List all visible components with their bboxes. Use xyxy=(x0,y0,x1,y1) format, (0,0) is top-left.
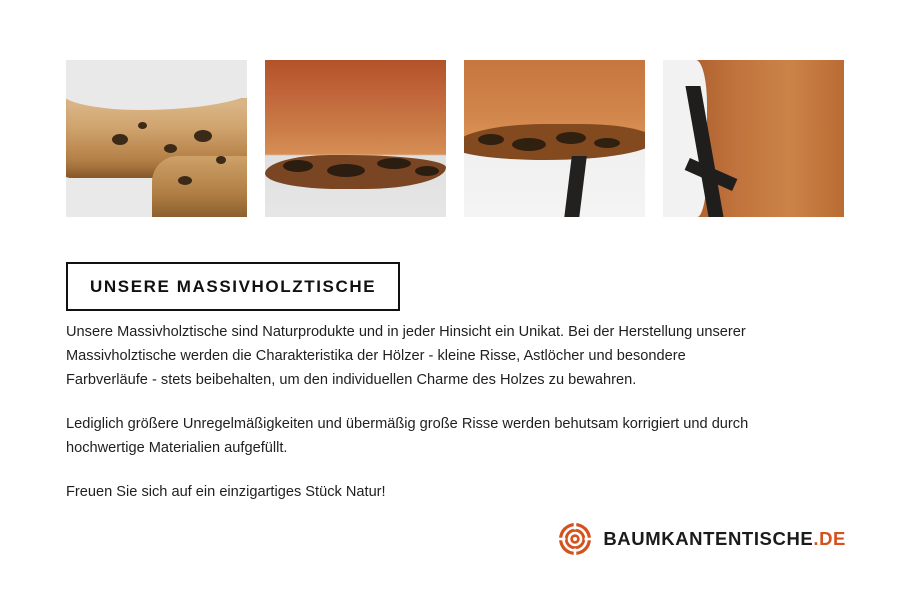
paragraph-3: Freuen Sie sich auf ein einzigartiges Stück Natur! xyxy=(66,484,386,500)
gallery-image-4 xyxy=(663,60,844,217)
knot-icon xyxy=(178,176,192,185)
brand-name-tld: .DE xyxy=(813,528,846,549)
knot-icon xyxy=(112,134,128,145)
resin-fill-shape xyxy=(377,158,411,169)
wood-slab-shape-lower xyxy=(152,156,247,217)
resin-fill-shape xyxy=(556,132,586,144)
knot-icon xyxy=(216,156,226,164)
table-leg-shape xyxy=(564,156,587,217)
page-title: UNSERE MASSIVHOLZTISCHE xyxy=(90,277,377,296)
circular-emblem-icon xyxy=(558,522,592,556)
brand-name-main: BAUMKANTENTISCHE xyxy=(603,528,814,549)
resin-fill-shape xyxy=(512,138,546,151)
body-text xyxy=(66,320,766,504)
resin-fill-shape xyxy=(283,160,313,172)
gallery-image-1 xyxy=(66,60,247,217)
resin-fill-shape xyxy=(478,134,504,145)
brand-name xyxy=(603,528,846,550)
paragraph-2: Lediglich größere Unregelmäßigkeiten und übermäßig große Risse werden behutsam korrigiert und durch hochwertige Materialien aufgefüllt. xyxy=(66,416,749,456)
resin-fill-shape xyxy=(327,164,365,177)
paragraph-1: Unsere Massivholztische sind Naturprodukte und in jeder Hinsicht ein Unikat. Bei der Herstellung unserer Massivholztische werden die Charakteristika der Hölzer - kleine Risse, Astlöcher und besondere Farbverläufe - stets beibehalten, um den individuellen Charme des Holzes zu bewahren. xyxy=(66,324,746,388)
section-headline-box xyxy=(66,262,400,311)
knot-icon xyxy=(138,122,147,129)
knot-icon xyxy=(164,144,177,153)
brand-logo xyxy=(558,522,846,556)
gallery-image-3 xyxy=(464,60,645,217)
resin-fill-shape xyxy=(415,166,439,176)
knot-icon xyxy=(194,130,212,142)
image-gallery xyxy=(66,60,846,217)
resin-fill-shape xyxy=(594,138,620,148)
gallery-image-2 xyxy=(265,60,446,217)
